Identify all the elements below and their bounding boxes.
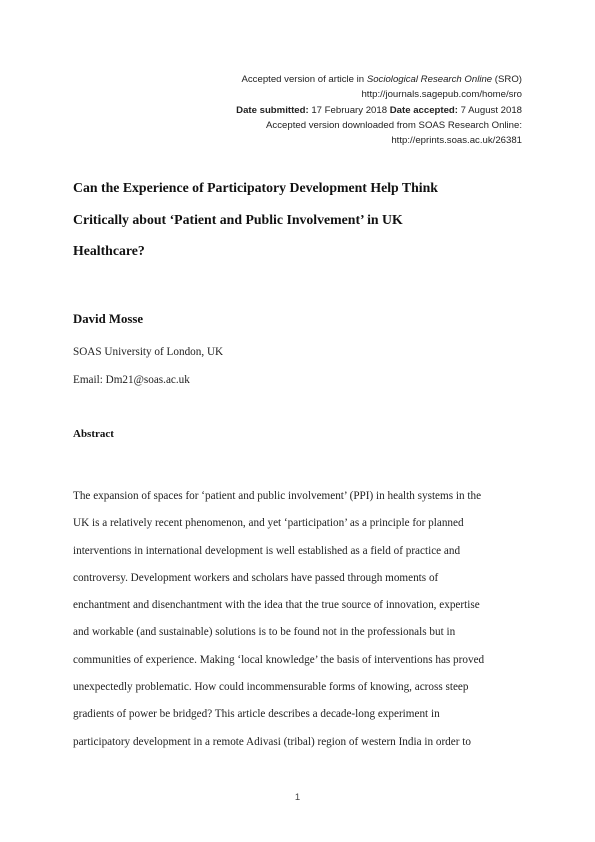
submitted-date: 17 February 2018	[308, 104, 390, 116]
abstract-line: controversy. Development workers and scholars have passed through moments of	[73, 571, 439, 584]
eprint-url[interactable]: http://eprints.soas.ac.uk/26381	[391, 135, 522, 147]
title-line: Critically about ‘Patient and Public Involvement’ in UK	[73, 211, 403, 227]
abstract-line: and workable (and sustainable) solutions is to be found not in the professionals but in	[73, 626, 456, 639]
header-suffix: (SRO)	[492, 74, 522, 85]
author-affiliation: SOAS University of London, UK	[73, 346, 224, 358]
abstract-line: UK is a relatively recent phenomenon, and yet ‘participation’ as a principle for planned	[73, 517, 464, 530]
abstract-body	[73, 483, 525, 756]
submitted-label: Date submitted:	[236, 104, 309, 116]
accepted-label: Date accepted:	[389, 104, 458, 116]
abstract-line: enchantment and disenchantment with the idea that the true source of innovation, expertise	[73, 599, 480, 612]
abstract-heading: Abstract	[73, 428, 114, 440]
author-name: David Mosse	[73, 312, 144, 326]
abstract-line: interventions in international development is well established as a field of practice and	[73, 544, 461, 557]
abstract-line: The expansion of spaces for ‘patient and public involvement’ (PPI) in health systems in the	[73, 490, 482, 502]
title-line: Healthcare?	[73, 243, 145, 258]
abstract-line: unexpectedly problematic. How could incommensurable forms of knowing, across steep	[73, 681, 469, 694]
abstract-line: participatory development in a remote Adivasi (tribal) region of western India in order to	[73, 735, 471, 748]
author-email: Email: Dm21@soas.ac.uk	[73, 374, 190, 386]
download-note: Accepted version downloaded from SOAS Research Online:	[266, 119, 522, 131]
publication-header	[102, 72, 522, 148]
header-dates-line	[102, 103, 522, 118]
accepted-date: 7 August 2018	[457, 104, 522, 116]
journal-url[interactable]: http://journals.sagepub.com/home/sro	[361, 89, 522, 101]
title-line: Can the Experience of Participatory Development Help Think	[73, 180, 438, 195]
paper-title	[73, 172, 533, 267]
journal-name: Sociological Research Online	[366, 74, 493, 85]
page-number: 1	[294, 792, 301, 803]
abstract-line: gradients of power be bridged? This article describes a decade-long experiment in	[73, 708, 440, 721]
header-prefix: Accepted version of article in	[241, 74, 367, 85]
abstract-line: communities of experience. Making ‘local knowledge’ the basis of interventions has proved	[73, 653, 485, 666]
header-journal-line	[102, 72, 522, 87]
